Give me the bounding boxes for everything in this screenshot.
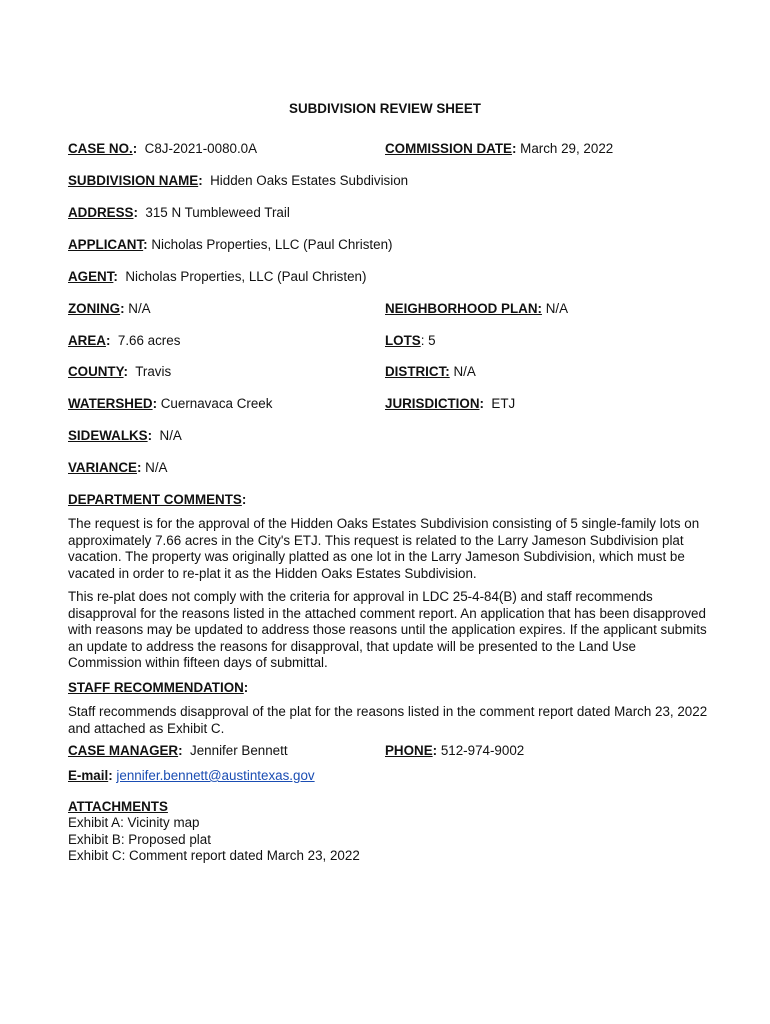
zoning-label: ZONING [68, 301, 121, 316]
email-label: E-mail [68, 768, 109, 783]
sidewalks-row: SIDEWALKS: N/A [68, 428, 182, 443]
applicant-row: APPLICANT: Nicholas Properties, LLC (Paul Christen) [68, 237, 393, 252]
variance-label: VARIANCE [68, 460, 137, 475]
applicant-label: APPLICANT [68, 237, 144, 252]
attachments-label: ATTACHMENTS [68, 799, 168, 814]
agent-label: AGENT [68, 269, 114, 284]
variance-row: VARIANCE: N/A [68, 460, 168, 475]
subdivision-name-row: SUBDIVISION NAME: Hidden Oaks Estates Subdivision [68, 173, 409, 188]
agent-row: AGENT: Nicholas Properties, LLC (Paul Christen) [68, 269, 367, 284]
watershed-row: WATERSHED: Cuernavaca Creek [68, 396, 273, 411]
staff-recommendation-text: Staff recommends disapproval of the plat for the reasons listed in the comment report dated March 23, 2022 and attached as Exhibit C. [68, 704, 708, 736]
district-value: N/A [453, 364, 476, 379]
email-row: E-mail: jennifer.bennett@austintexas.gov [68, 768, 315, 783]
neighborhood-plan-value: N/A [545, 301, 569, 316]
commission-date-label: COMMISSION DATE [385, 141, 512, 156]
area-row: AREA: 7.66 acres [68, 333, 181, 348]
department-comments-paragraph-1: The request is for the approval of the Hidden Oaks Estates Subdivision consisting of 5 single-family lots on approximately 7.66 acres in the City's ETJ. This request is related to the Larry Jameson Subdivision plat vacation. The property was originally platted as one lot in the Larry Jameson Subdivision, which must be vacated in order to re-plat it as the Hidden Oaks Estates Subdivision. [68, 516, 700, 581]
attachments-list [68, 815, 360, 865]
zoning-value: N/A [128, 301, 151, 316]
district-row [385, 364, 476, 380]
phone-row: PHONE: 512-974-9002 [385, 743, 525, 758]
zoning-row: ZONING: N/A [68, 301, 151, 316]
case-no-label: CASE NO. [68, 141, 133, 156]
jurisdiction-row: JURISDICTION: ETJ [385, 396, 516, 411]
jurisdiction-label: JURISDICTION [385, 396, 480, 411]
case-manager-row: CASE MANAGER: Jennifer Bennett [68, 743, 288, 758]
variance-value: N/A [145, 460, 168, 475]
agent-value: Nicholas Properties, LLC (Paul Christen) [125, 269, 367, 284]
sidewalks-label: SIDEWALKS [68, 428, 148, 443]
page-title: SUBDIVISION REVIEW SHEET [289, 101, 481, 116]
address-row: ADDRESS: 315 N Tumbleweed Trail [68, 205, 290, 220]
department-comments-label: DEPARTMENT COMMENTS [68, 492, 242, 507]
subdivision-name-label: SUBDIVISION NAME [68, 173, 199, 188]
watershed-value: Cuernavaca Creek [160, 396, 273, 411]
lots-label: LOTS [385, 333, 421, 348]
sidewalks-value: N/A [159, 428, 182, 443]
case-manager-value: Jennifer Bennett [190, 743, 288, 758]
address-value: 315 N Tumbleweed Trail [145, 205, 290, 220]
department-comments-paragraph-2: This re-plat does not comply with the criteria for approval in LDC 25-4-84(B) and staff recommends disapproval for the reasons listed in the attached comment report. An application that has been disapproved with reasons may be updated to address those reasons until the application expires. If the applicant submits an update to address the reasons for disapproval, that update will be presented to the Land Use Commission within fifteen days of submittal. [68, 589, 707, 670]
county-label: COUNTY [68, 364, 124, 379]
lots-value: 5 [428, 333, 436, 348]
watershed-label: WATERSHED [68, 396, 153, 411]
case-no-row: CASE NO.: C8J-2021-0080.0A [68, 141, 258, 156]
attachment-item: Exhibit C: Comment report dated March 23, 2022 [68, 848, 360, 863]
area-value: 7.66 acres [117, 333, 181, 348]
lots-row: LOTS: 5 [385, 333, 436, 348]
phone-value: 512-974-9002 [440, 743, 525, 758]
case-no-value: C8J-2021-0080.0A [144, 141, 258, 156]
neighborhood-plan-row [385, 301, 568, 317]
case-manager-label: CASE MANAGER [68, 743, 179, 758]
area-label: AREA [68, 333, 106, 348]
jurisdiction-value: ETJ [491, 396, 516, 411]
email-link[interactable]: jennifer.bennett@austintexas.gov [116, 768, 315, 783]
staff-recommendation-heading: STAFF RECOMMENDATION: [68, 680, 249, 695]
department-comments-heading: DEPARTMENT COMMENTS: [68, 492, 247, 507]
attachment-item: Exhibit B: Proposed plat [68, 831, 211, 847]
applicant-value: Nicholas Properties, LLC (Paul Christen) [151, 237, 393, 252]
address-label: ADDRESS [68, 205, 134, 220]
commission-date-value: March 29, 2022 [520, 141, 614, 156]
attachments-heading [68, 799, 168, 815]
attachment-item: Exhibit A: Vicinity map [68, 815, 200, 830]
staff-recommendation-label: STAFF RECOMMENDATION [68, 680, 244, 695]
phone-label: PHONE [385, 743, 433, 758]
county-value: Travis [135, 364, 172, 379]
county-row: COUNTY: Travis [68, 364, 172, 379]
neighborhood-plan-label: NEIGHBORHOOD PLAN: [385, 301, 542, 316]
district-label: DISTRICT: [385, 364, 450, 379]
commission-date-row: COMMISSION DATE: March 29, 2022 [385, 141, 614, 156]
subdivision-name-value: Hidden Oaks Estates Subdivision [210, 173, 409, 188]
